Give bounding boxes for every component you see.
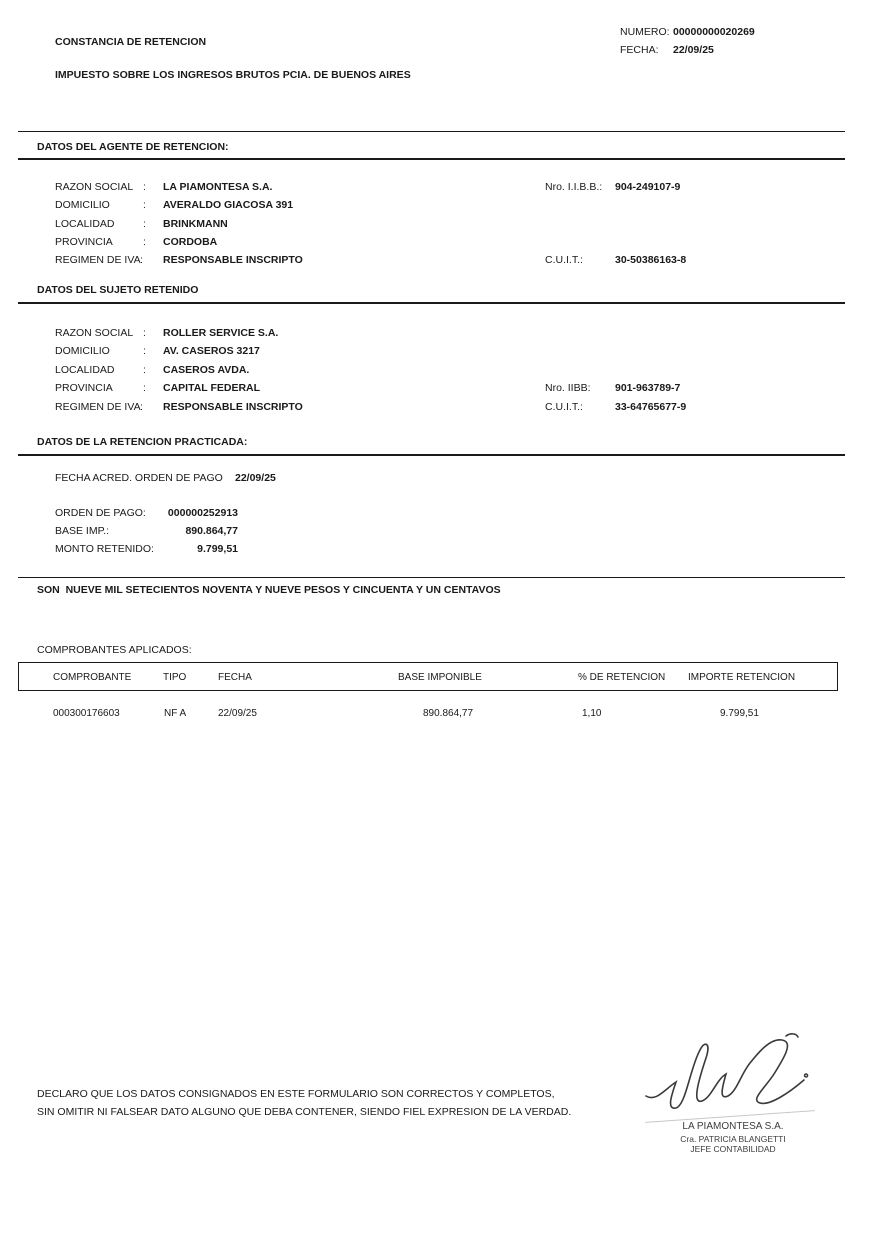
- cell-fecha: 22/09/25: [218, 708, 257, 719]
- field-colon: :: [143, 382, 146, 394]
- field-colon: :: [143, 236, 146, 248]
- field-value: AVERALDO GIACOSA 391: [163, 199, 294, 211]
- field-value: LA PIAMONTESA S.A.: [163, 181, 273, 193]
- col-header-pct-retencion: % DE RETENCION: [578, 672, 666, 683]
- divider: [18, 577, 845, 578]
- divider: [18, 454, 845, 456]
- iibb-value: 901-963789-7: [615, 382, 681, 394]
- field-label: RAZON SOCIAL: [55, 181, 134, 193]
- field-value: RESPONSABLE INSCRIPTO: [163, 401, 303, 413]
- col-header-fecha: FECHA: [218, 672, 252, 683]
- divider: [18, 131, 845, 132]
- base-imp-label: BASE IMP.:: [55, 525, 110, 537]
- cell-importe-retencion: 9.799,51: [720, 708, 759, 719]
- field-label: LOCALIDAD: [55, 364, 115, 376]
- monto-retenido-label: MONTO RETENIDO:: [55, 543, 154, 555]
- field-colon: :: [143, 181, 146, 193]
- field-label: DOMICILIO: [55, 345, 110, 357]
- field-colon: :: [143, 218, 146, 230]
- field-colon: :: [140, 401, 143, 413]
- amount-in-words: SON NUEVE MIL SETECIENTOS NOVENTA Y NUEVE PESOS Y CINCUENTA Y UN CENTAVOS: [37, 584, 501, 596]
- field-value: RESPONSABLE INSCRIPTO: [163, 254, 303, 266]
- section-title-retencion: DATOS DE LA RETENCION PRACTICADA:: [37, 436, 248, 448]
- fecha-label: FECHA:: [620, 44, 659, 56]
- document-subtitle: IMPUESTO SOBRE LOS INGRESOS BRUTOS PCIA. DE BUENOS AIRES: [55, 69, 411, 81]
- section-title-agente: DATOS DEL AGENTE DE RETENCION:: [37, 141, 229, 153]
- cell-comprobante: 000300176603: [53, 708, 120, 719]
- declaration-line-2: SIN OMITIR NI FALSEAR DATO ALGUNO QUE DEBA CONTENER, SIENDO FIEL EXPRESION DE LA VERDAD.: [37, 1106, 572, 1118]
- orden-pago-value: 000000252913: [167, 507, 238, 519]
- field-colon: :: [143, 199, 146, 211]
- document-title: CONSTANCIA DE RETENCION: [55, 36, 207, 48]
- iibb-label: Nro. I.I.B.B.:: [545, 181, 603, 193]
- col-header-base-imponible: BASE IMPONIBLE: [398, 672, 482, 683]
- field-colon: :: [143, 327, 146, 339]
- field-colon: :: [143, 345, 146, 357]
- orden-pago-label: ORDEN DE PAGO:: [55, 507, 146, 519]
- cuit-value: 30-50386163-8: [615, 254, 687, 266]
- field-value: CASEROS AVDA.: [163, 364, 250, 376]
- signature-company: LA PIAMONTESA S.A.: [682, 1121, 784, 1132]
- cell-tipo: NF A: [164, 708, 187, 719]
- col-header-comprobante: COMPROBANTE: [53, 672, 132, 683]
- signature-scribble-icon: [638, 1030, 823, 1120]
- field-label: DOMICILIO: [55, 199, 110, 211]
- field-label: REGIMEN DE IVA: [55, 401, 141, 413]
- monto-retenido-value: 9.799,51: [197, 543, 238, 555]
- field-label: LOCALIDAD: [55, 218, 115, 230]
- fecha-acred-value: 22/09/25: [235, 472, 276, 484]
- declaration-line-1: DECLARO QUE LOS DATOS CONSIGNADOS EN ESTE FORMULARIO SON CORRECTOS Y COMPLETOS,: [37, 1088, 555, 1100]
- cell-pct-retencion: 1,10: [582, 708, 602, 719]
- cuit-label: C.U.I.T.:: [545, 401, 583, 413]
- numero-label: NUMERO:: [620, 26, 670, 38]
- base-imp-value: 890.864,77: [185, 525, 238, 537]
- section-title-sujeto: DATOS DEL SUJETO RETENIDO: [37, 284, 199, 296]
- field-value: BRINKMANN: [163, 218, 228, 230]
- section-title-comprobantes: COMPROBANTES APLICADOS:: [37, 644, 192, 656]
- field-row: [55, 181, 133, 193]
- numero-value: 00000000020269: [673, 26, 755, 38]
- field-label: RAZON SOCIAL: [55, 327, 134, 339]
- field-value: CAPITAL FEDERAL: [163, 382, 261, 394]
- iibb-label: Nro. IIBB:: [545, 382, 591, 394]
- field-colon: :: [143, 364, 146, 376]
- signature-role: JEFE CONTABILIDAD: [690, 1144, 776, 1155]
- signature-block: [648, 1121, 818, 1155]
- field-value: ROLLER SERVICE S.A.: [163, 327, 279, 339]
- divider: [18, 158, 845, 160]
- divider: [18, 302, 845, 304]
- field-value: AV. CASEROS 3217: [163, 345, 260, 357]
- field-colon: :: [140, 254, 143, 266]
- field-label: PROVINCIA: [55, 236, 113, 248]
- fecha-acred-label: FECHA ACRED. ORDEN DE PAGO: [55, 472, 223, 484]
- iibb-value: 904-249107-9: [615, 181, 681, 193]
- field-label: PROVINCIA: [55, 382, 113, 394]
- fecha-value: 22/09/25: [673, 44, 714, 56]
- cell-base-imponible: 890.864,77: [423, 708, 474, 719]
- field-value: CORDOBA: [163, 236, 218, 248]
- cuit-label: C.U.I.T.:: [545, 254, 583, 266]
- signature-name: Cra. PATRICIA BLANGETTI: [680, 1133, 786, 1144]
- field-label: REGIMEN DE IVA: [55, 254, 141, 266]
- cuit-value: 33-64765677-9: [615, 401, 687, 413]
- col-header-importe-retencion: IMPORTE RETENCION: [688, 672, 796, 683]
- col-header-tipo: TIPO: [163, 672, 187, 683]
